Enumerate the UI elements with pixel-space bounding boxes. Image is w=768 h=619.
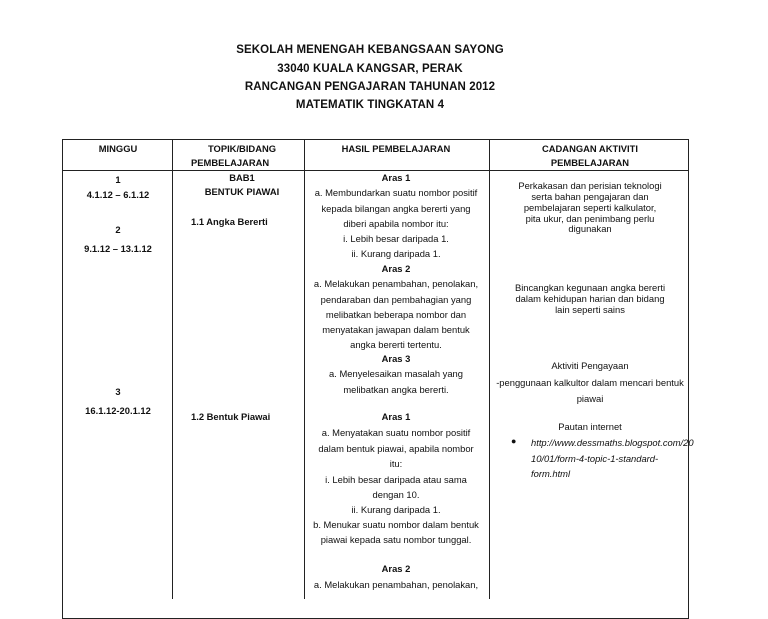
outcome-text: dengan 10. xyxy=(372,489,420,500)
col-header-topik: TOPIK/BIDANG xyxy=(207,143,277,154)
level-heading: Aras 1 xyxy=(381,411,411,422)
internet-link-cont[interactable]: form.html xyxy=(531,468,571,479)
outcome-text: melibatkan angka bererti. xyxy=(343,384,449,395)
week-2-date: 9.1.12 – 13.1.12 xyxy=(84,243,152,254)
activity-text: pita ukur, dan penimbang perlu xyxy=(525,213,655,224)
internet-link-cont[interactable]: 10/01/form-4-topic-1-standard- xyxy=(531,453,659,464)
outcome-text: itu: xyxy=(389,458,403,469)
outcome-text: a. Melakukan penambahan, penolakan, xyxy=(313,278,479,289)
activity-heading: Pautan internet xyxy=(558,421,622,432)
outcome-text: pendaraban dan pembahagian yang xyxy=(320,294,472,305)
outcome-text: kepada bilangan angka bererti yang xyxy=(321,203,471,214)
activity-heading: Aktiviti Pengayaan xyxy=(551,360,629,371)
outcome-text: b. Menukar suatu nombor dalam bentuk xyxy=(313,519,479,530)
activity-text: dalam kehidupan harian dan bidang xyxy=(515,293,665,304)
level-heading: Aras 3 xyxy=(381,353,411,364)
outcome-text: a. Melakukan penambahan, penolakan, xyxy=(313,579,479,590)
topic-1-2: 1.2 Bentuk Piawai xyxy=(191,411,271,422)
activity-text: Perkakasan dan perisian teknologi xyxy=(518,180,662,191)
school-name: SEKOLAH MENENGAH KEBANGSAAN SAYONG xyxy=(236,44,504,56)
column-divider xyxy=(172,139,173,599)
activity-text: pembelajaran seperti kalkulator, xyxy=(523,202,657,213)
week-3-date: 16.1.12-20.1.12 xyxy=(85,405,151,416)
col-header-hasil: HASIL PEMBELAJARAN xyxy=(341,143,451,154)
level-heading: Aras 2 xyxy=(381,263,411,274)
topic-1-1: 1.1 Angka Bererti xyxy=(191,216,268,227)
level-heading: Aras 1 xyxy=(381,172,411,183)
outcome-text: piawai kepada satu nombor tunggal. xyxy=(320,534,472,545)
week-1-number: 1 xyxy=(115,174,121,185)
outcome-text: diberi apabila nombor itu: xyxy=(343,218,449,229)
col-header-minggu: MINGGU xyxy=(98,143,138,154)
school-address: 33040 KUALA KANGSAR, PERAK xyxy=(277,63,463,75)
activity-text: piawai xyxy=(576,393,604,404)
col-header-cadangan: CADANGAN AKTIVITI xyxy=(541,143,638,154)
outcome-text: melibatkan beberapa nombor dan xyxy=(325,309,467,320)
chapter-number: BAB1 xyxy=(229,172,255,183)
header-row-divider xyxy=(62,170,689,171)
outcome-text: ii. Kurang daripada 1. xyxy=(351,504,441,515)
col-header-topik-2: PEMBELAJARAN xyxy=(191,157,270,168)
col-header-cadangan-2: PEMBELAJARAN xyxy=(550,157,630,168)
subject-title: MATEMATIK TINGKATAN 4 xyxy=(295,99,445,111)
column-divider xyxy=(489,139,490,599)
week-1-date: 4.1.12 – 6.1.12 xyxy=(86,189,150,200)
chapter-title: BENTUK PIAWAI xyxy=(204,186,280,197)
outcome-text: angka bererti tertentu. xyxy=(350,339,442,350)
week-3-number: 3 xyxy=(115,386,121,397)
activity-text: digunakan xyxy=(568,223,612,234)
outcome-text: i. Lebih besar daripada atau sama xyxy=(325,474,467,485)
bullet-icon: ● xyxy=(511,436,517,446)
outcome-text: a. Membundarkan suatu nombor positif xyxy=(314,187,478,198)
outcome-text: a. Menyatakan suatu nombor positif xyxy=(321,427,471,438)
outcome-text: dalam bentuk piawai, apabila nombor xyxy=(318,443,474,454)
activity-text: serta bahan pengajaran dan xyxy=(531,191,649,202)
plan-title: RANCANGAN PENGAJARAN TAHUNAN 2012 xyxy=(244,81,496,93)
internet-link[interactable]: http://www.dessmaths.blogspot.com/20 xyxy=(531,437,694,448)
outcome-text: a. Menyelesaikan masalah yang xyxy=(329,368,463,379)
outcome-text: ii. Kurang daripada 1. xyxy=(351,248,441,259)
outcome-text: i. Lebih besar daripada 1. xyxy=(343,233,449,244)
outcome-text: menyatakan jawapan dalam bentuk xyxy=(322,324,470,335)
activity-text: lain seperti sains xyxy=(555,304,625,315)
level-heading: Aras 2 xyxy=(381,563,411,574)
activity-text: -penggunaan kalkultor dalam mencari bentuk xyxy=(496,377,684,388)
column-divider xyxy=(304,139,305,599)
week-2-number: 2 xyxy=(115,224,121,235)
activity-text: Bincangkan kegunaan angka bererti xyxy=(514,282,666,293)
